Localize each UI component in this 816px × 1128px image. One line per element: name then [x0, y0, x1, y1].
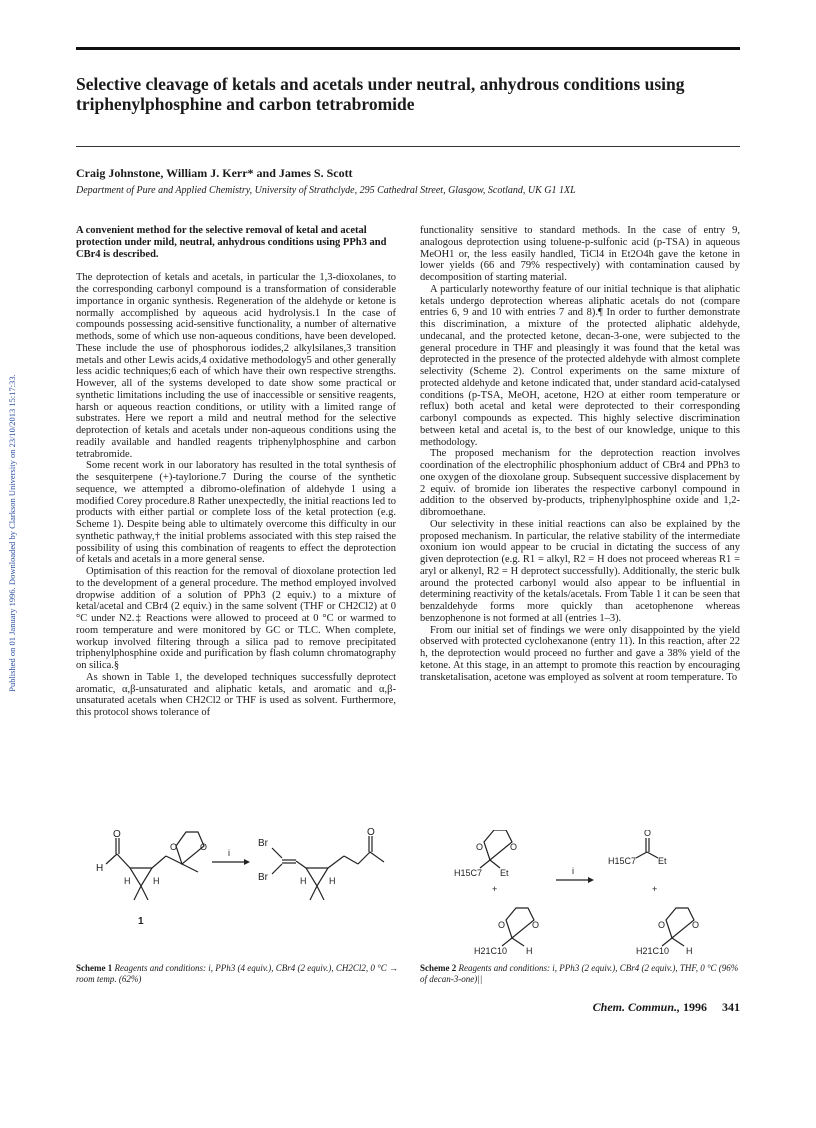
arrow-label: i: [228, 848, 230, 858]
et-label: Et: [500, 868, 509, 878]
paragraph: As shown in Table 1, the developed techniques successfully deprotect aromatic, α,β-unsaturated and aliphatic ketals, and aromatic and α,β-unsaturated acetals when CH2Cl2 or THF is used as solvent. Furthermore, this protocol shows tolerance of: [76, 671, 396, 718]
h21c10-label: H21C10: [636, 946, 670, 956]
atom-o: O: [476, 842, 484, 852]
journal-year: 1996: [683, 1000, 707, 1014]
paragraph: Some recent work in our laboratory has resulted in the total synthesis of the sesquiterpene (+)-taylorione.7 During the course of the synthetic sequence, we attempted a dibromo-olefination of aldehyde 1 using a modified Corey procedure.8 Rather unexpectedly, the initial reactions led to products with either partial or complete loss of the ketal protection (e.g. Scheme 1). Despite being able to ultimately overcome this difficulty in our synthetic pathway,† the initial problems associated with this step raised the possibility of using this combination of reagents to effect the deprotection of ketals and acetals in a more general sense.: [76, 460, 396, 566]
atom-o: O: [692, 920, 700, 930]
caption-label: Scheme 2: [420, 963, 457, 973]
page-number: 341: [722, 1000, 740, 1014]
authors: Craig Johnstone, William J. Kerr* and James S. Scott: [76, 166, 353, 180]
caption-label: Scheme 1: [76, 963, 113, 973]
paragraph: The proposed mechanism for the deprotection reaction involves coordination of the electrophilic phosphonium adduct of CBr4 and PPh3 to one oxygen of the dioxolane group. Subsequent successive displacement by 2 equiv. of bromide ion liberates the respective carbonyl compound in addition to the observed by-products, triphenylphosphine oxide and 1,2-dibromoethane.: [420, 448, 740, 518]
download-note[interactable]: Published on 01 January 1996. Downloaded by Clarkson University on 23/10/2013 15:17:33.: [7, 374, 17, 692]
paragraph: Optimisation of this reaction for the removal of dioxolane protection led to the development of a general procedure. The method employed involved dropwise addition of a solution of PPh3 (2 equiv.) to a mixture of ketal/acetal and CBr4 (2 equiv.) in the same solvent (THF or CH2Cl2) at 0 °C under N2.‡ Reactions were allowed to proceed at 0 °C or warmed to room temperature and were monitored by GC or TLC. When complete, workup involved filtering through a silica pad to remove precipitated triphenylphosphine oxide and purification by flash column chromatography on silica.§: [76, 566, 396, 671]
article-title: Selective cleavage of ketals and acetals under neutral, anhydrous conditions using triphenylphosphine and carbon tetrabromide: [76, 74, 685, 114]
paragraph: functionality sensitive to standard methods. In the case of entry 9, analogous deprotection using toluene-p-sulfonic acid (p-TSA) in aqueous MeOH1 or, the less easily handled, TiCl4 in Et2O4h gave the ketone in lower yields (66 and 79% respectively) with contamination caused by decomposition of starting material.: [420, 225, 740, 283]
h15c7-label: H15C7: [608, 856, 637, 866]
atom-o: O: [510, 842, 518, 852]
scheme-2-caption: [420, 963, 740, 984]
atom-br: Br: [258, 872, 268, 883]
h15c7-label: H15C7: [454, 868, 483, 878]
side-watermark: [0, 0, 20, 1128]
paragraph: The deprotection of ketals and acetals, in particular the 1,3-dioxolanes, to the corresponding carbonyl compound is a transformation of considerable importance in organic synthesis. Regeneration of the aldehyde or ketone is normally accomplished by aqueous acid hydrolysis.1 In the case of compounds possessing acid-sensitive functionality, a number of alternative methods, some of which use non-aqueous conditions, have been developed. These include the use of phosphorous iodides,2 alkylsilanes,3 transition metals and other Lewis acids,4 oxidative methodology5 and other generally less acidic techniques;6 each of which have their own respective strengths. However, all of the systems developed to date show some practical or synthetic limitations including the use of inaccessible or sensitive reagents, harsh or aqueous reaction conditions, or utility with a limited range of substrates. Here we report a mild and neutral method for the selective deprotection of ketals and acetals under non-aqueous conditions using the readily available and handled reagents triphenylphosphine and carbon tetrabromide.: [76, 272, 396, 460]
scheme-2-figure: [440, 830, 740, 958]
h21c10-label: H21C10: [474, 946, 508, 956]
page-footer: [540, 1000, 740, 1015]
scheme-1-caption: [76, 963, 406, 984]
atom-o: O: [113, 829, 121, 840]
paragraph: A particularly noteworthy feature of our initial technique is that aliphatic ketals undergo deprotection whereas aliphatic acetals do not (compare entries 6, 9 and 10 with entries 7 and 8).¶ In order to further demonstrate this discrimination, a mixture of the protected aliphatic aldehyde, undecanal, and the protected ketone, decan-3-one, were subjected to the general procedure in THF and pleasingly it was found that the ketal was deprotected in the presence of the protected aldehyde with almost complete selectivity (Scheme 2). Control experiments on the same mixture of protected aldehyde and ketone indicated that, under standard acid-catalysed conditions (p-TSA, MeOH, acetone, H2O at either room temperature or reflux) both acetal and ketal were deprotected to their corresponding carbonyl compounds as expected. This highly selective discrimination between ketal and acetal is, to the best of our knowledge, unique to this methodology.: [420, 283, 740, 448]
atom-o: O: [498, 920, 506, 930]
paragraph: Our selectivity in these initial reactions can also be explained by the proposed mechanism. In particular, the relative stability of the intermediate oxonium ion would appear to be crucial in dictating the success of any given deprotection (e.g. R1 = alkyl, R2 = H does not proceed whereas R1 = aryl or alkenyl, R2 = H deprotect successfully). Additionally, the steric bulk around the protected carbonyl would also appear to be influential in determining reactivity of the ketals/acetals. From Table 1 it can be seen that benzaldehyde forms more quickly than acetophenone whereas benzophenone is not formed at all (entries 1–3).: [420, 518, 740, 624]
plus-sign: +: [492, 884, 498, 894]
h-label: H: [526, 946, 533, 956]
compound-number: 1: [138, 916, 144, 927]
right-column: [420, 225, 740, 683]
atom-o: O: [644, 830, 652, 838]
et-label: Et: [658, 856, 667, 866]
atom-br: Br: [258, 838, 268, 849]
atom-h: H: [153, 876, 160, 886]
caption-text: Reagents and conditions: i, PPh3 (2 equiv.), CBr4 (2 equiv.), THF, 0 °C (96% of decan-3-one)||: [420, 963, 739, 984]
atom-o: O: [200, 842, 208, 852]
atom-o: O: [170, 842, 178, 852]
atom-h: H: [124, 876, 131, 886]
journal-name: Chem. Commun.,: [592, 1000, 680, 1014]
scheme-1-figure: [82, 828, 412, 958]
abstract: A convenient method for the selective removal of ketal and acetal protection under mild, neutral, anhydrous conditions using PPh3 and CBr4 is described.: [76, 225, 387, 260]
h-label: H: [686, 946, 693, 956]
atom-h: H: [96, 863, 104, 874]
plus-sign: +: [652, 884, 658, 894]
caption-text: Reagents and conditions: i, PPh3 (4 equiv.), CBr4 (2 equiv.), CH2Cl2, 0 °C → room temp. (62%): [76, 963, 398, 984]
atom-o: O: [658, 920, 666, 930]
arrow-label: i: [572, 866, 574, 876]
top-rule: [76, 47, 740, 50]
affiliation: Department of Pure and Applied Chemistry, University of Strathclyde, 295 Cathedral Street, Glasgow, Scotland, UK G1 1XL: [76, 185, 576, 196]
atom-o: O: [367, 828, 375, 838]
left-column: [76, 225, 396, 719]
paragraph: From our initial set of findings we were only disappointed by the yield observed with protected cyclohexanone (entry 11). In this reaction, after 22 h, the deprotection would proceed no further and gave a 38% yield of the ketone. At this stage, in an attempt to promote this reaction by encouraging transketalisation, acetone was employed as solvent at room temperature. To: [420, 624, 740, 683]
atom-h: H: [300, 876, 307, 886]
title-rule: [76, 146, 740, 147]
atom-o: O: [532, 920, 540, 930]
atom-h: H: [329, 876, 336, 886]
